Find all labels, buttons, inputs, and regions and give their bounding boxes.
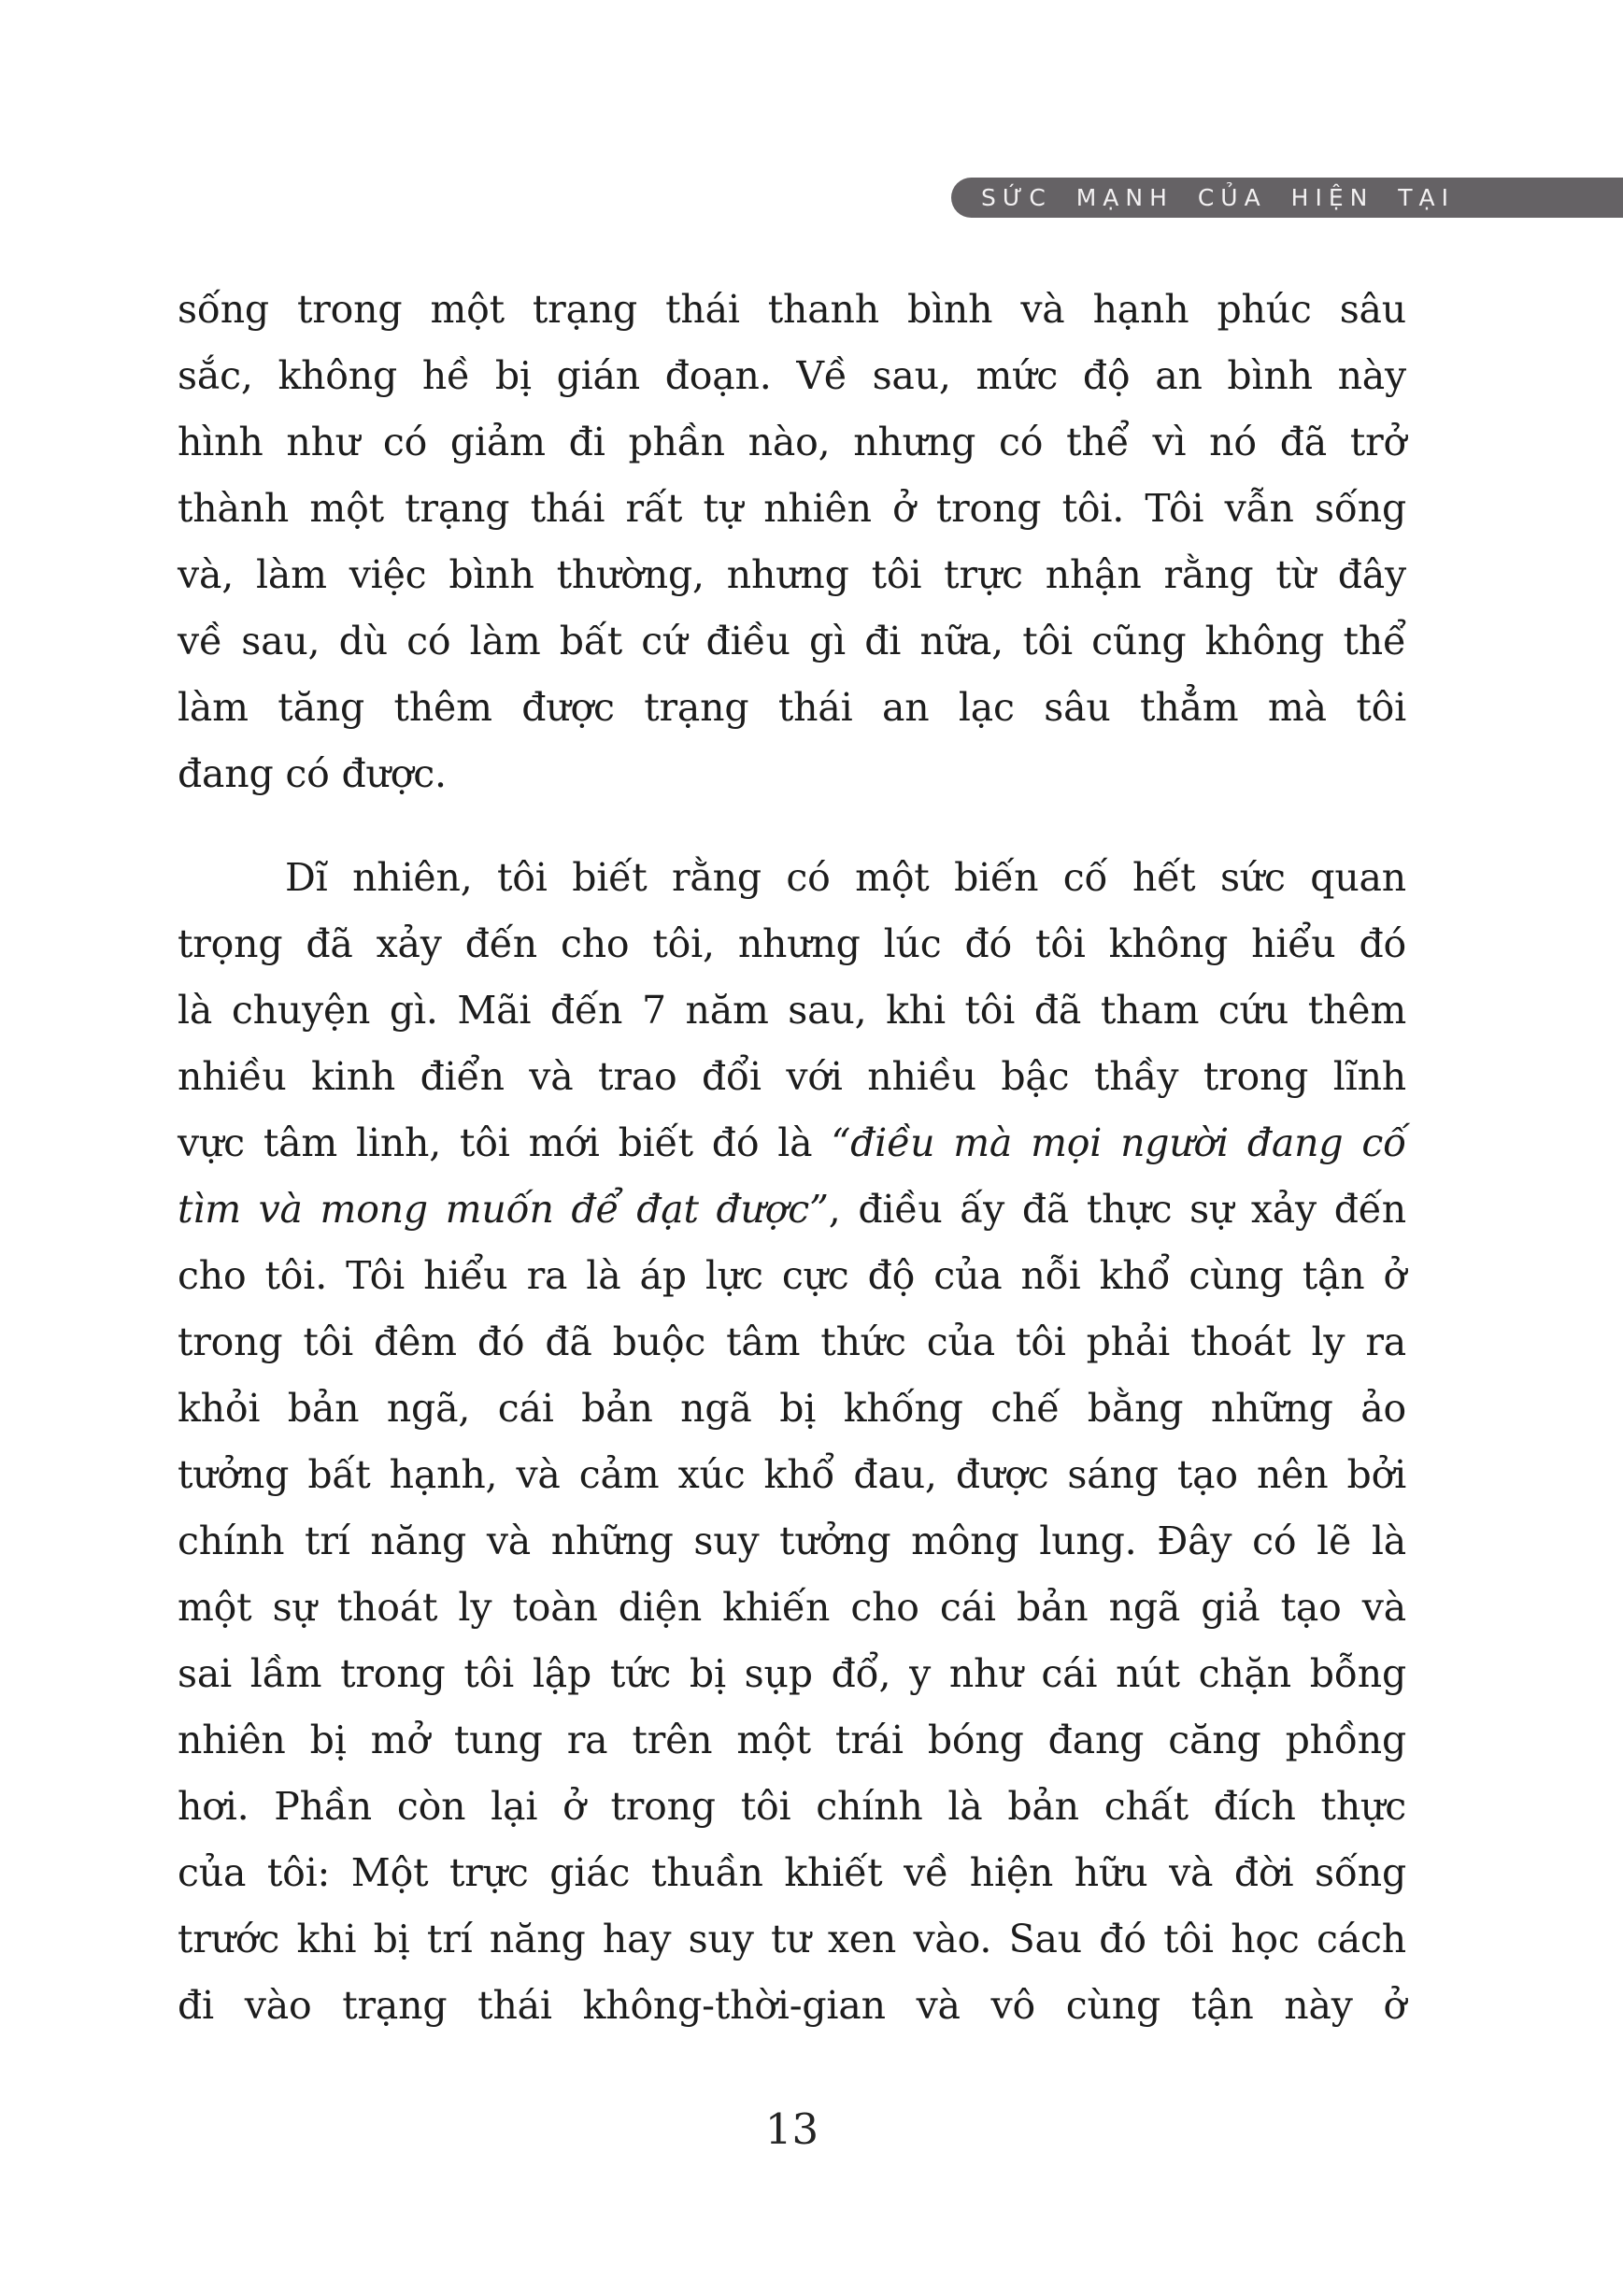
text-segment: khỏi bản ngã, cái bản ngã bị khống chế bằng những ảo [178, 1386, 1406, 1431]
text-line [178, 1309, 1406, 1376]
text-line [178, 1442, 1406, 1508]
text-segment: về sau, dù có làm bất cứ điều gì đi nữa, tôi cũng không thể [178, 619, 1406, 663]
page-number: 13 [764, 2104, 819, 2154]
text-line [178, 741, 1406, 807]
paragraph [178, 277, 1406, 807]
text-segment: thành một trạng thái rất tự nhiên ở trong tôi. Tôi vẫn sống [178, 486, 1406, 531]
text-segment: đi vào trạng thái không-thời-gian và vô cùng tận này ở [178, 1983, 1406, 2028]
text-segment: trong tôi đêm đó đã buộc tâm thức của tôi phải thoát ly ra [178, 1319, 1406, 1364]
text-line [178, 911, 1406, 977]
text-line [178, 608, 1406, 675]
text-segment: làm tăng thêm được trạng thái an lạc sâu thẳm mà tôi [178, 685, 1406, 730]
text-segment: vực tâm linh, tôi mới biết đó là [178, 1120, 832, 1165]
paragraph [178, 845, 1406, 2039]
text-segment: và, làm việc bình thường, nhưng tôi trực nhận rằng từ đây [178, 552, 1406, 597]
italic-quote-text: “điều mà mọi người đang cố [831, 1120, 1406, 1165]
text-line [178, 1641, 1406, 1707]
text-segment: trọng đã xảy đến cho tôi, nhưng lúc đó tôi không hiểu đó [178, 921, 1406, 966]
text-segment: một sự thoát ly toàn diện khiến cho cái bản ngã giả tạo và [178, 1585, 1406, 1630]
text-line [178, 977, 1406, 1044]
text-line [178, 476, 1406, 542]
text-line [178, 1707, 1406, 1774]
running-header-title: SỨC MẠNH CỦA HIỆN TẠI [981, 184, 1456, 211]
text-segment: của tôi: Một trực giác thuần khiết về hiện hữu và đời sống [178, 1850, 1406, 1895]
text-line [178, 1973, 1406, 2039]
text-line [178, 343, 1406, 409]
text-line [178, 542, 1406, 608]
text-line [178, 1376, 1406, 1442]
text-line [178, 1044, 1406, 1110]
text-segment: cho tôi. Tôi hiểu ra là áp lực cực độ của nỗi khổ cùng tận ở [178, 1253, 1406, 1298]
text-segment: là chuyện gì. Mãi đến 7 năm sau, khi tôi đã tham cứu thêm [178, 988, 1406, 1033]
text-line [178, 845, 1406, 911]
text-line [178, 277, 1406, 343]
text-line [178, 675, 1406, 741]
text-segment: , điều ấy đã thực sự xảy đến [828, 1187, 1406, 1232]
text-line [178, 1110, 1406, 1177]
text-segment: hơi. Phần còn lại ở trong tôi chính là bản chất đích thực [178, 1784, 1406, 1829]
text-segment: hình như có giảm đi phần nào, nhưng có thể vì nó đã trở [178, 420, 1406, 464]
text-segment: nhiều kinh điển và trao đổi với nhiều bậc thầy trong lĩnh [178, 1054, 1406, 1099]
running-header-banner [951, 178, 1623, 218]
text-line [178, 1508, 1406, 1575]
text-segment: đang có được. [178, 751, 447, 796]
text-segment: sai lầm trong tôi lập tức bị sụp đổ, y như cái nút chặn bỗng [178, 1651, 1406, 1696]
text-segment: trước khi bị trí năng hay suy tư xen vào. Sau đó tôi học cách [178, 1917, 1406, 1961]
text-segment: Dĩ nhiên, tôi biết rằng có một biến cố hết sức quan [285, 855, 1406, 900]
text-line [178, 1906, 1406, 1973]
text-segment: tưởng bất hạnh, và cảm xúc khổ đau, được sáng tạo nên bởi [178, 1452, 1406, 1497]
text-line [178, 1575, 1406, 1641]
italic-quote-text: tìm và mong muốn để đạt được” [178, 1187, 829, 1232]
text-line [178, 1177, 1406, 1243]
text-segment: nhiên bị mở tung ra trên một trái bóng đang căng phồng [178, 1718, 1406, 1762]
text-segment: chính trí năng và những suy tưởng mông lung. Đây có lẽ là [178, 1519, 1406, 1563]
text-segment: sống trong một trạng thái thanh bình và hạnh phúc sâu [178, 287, 1406, 332]
text-line [178, 409, 1406, 476]
text-segment: sắc, không hề bị gián đoạn. Về sau, mức độ an bình này [178, 353, 1406, 398]
page-body [178, 277, 1406, 2039]
text-line [178, 1840, 1406, 1906]
text-line [178, 1774, 1406, 1840]
text-line [178, 1243, 1406, 1309]
